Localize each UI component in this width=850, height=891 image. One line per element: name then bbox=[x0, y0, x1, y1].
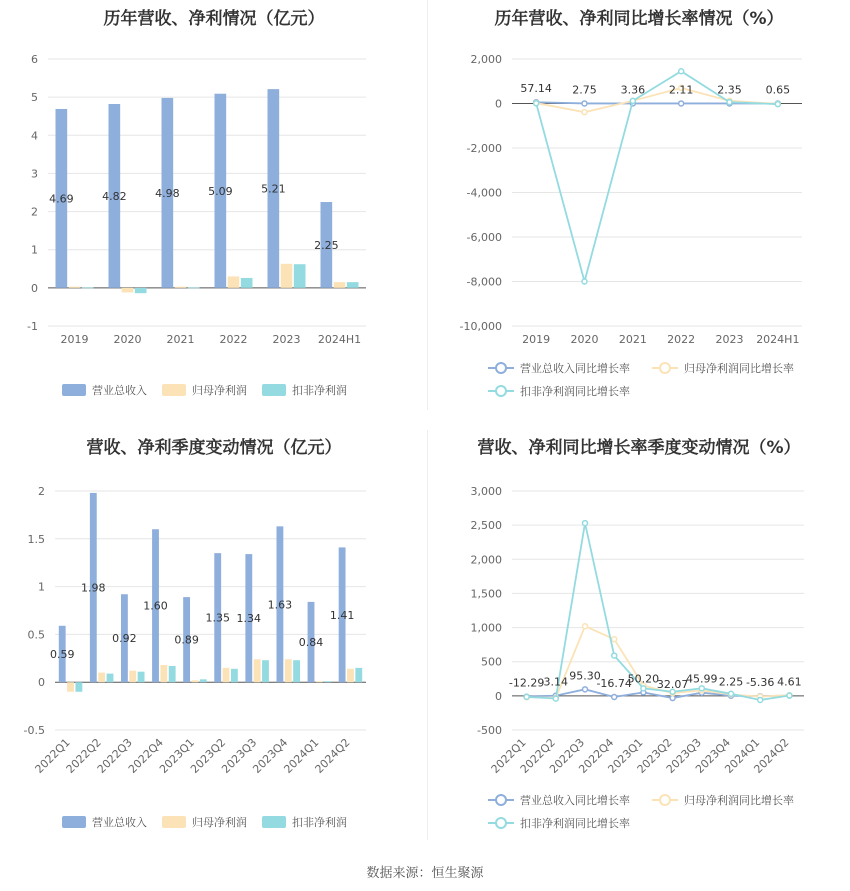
y-tick-label: 500 bbox=[481, 655, 502, 669]
legend-swatch bbox=[262, 816, 286, 828]
x-tick-label: 2023Q1 bbox=[157, 735, 198, 776]
data-label: 95.30 bbox=[569, 669, 601, 683]
x-tick-label: 2022 bbox=[219, 333, 248, 346]
y-tick-label: 1,500 bbox=[470, 587, 502, 601]
chart-title: 营收、净利季度变动情况（亿元） bbox=[86, 438, 342, 458]
y-tick-label: 0 bbox=[38, 676, 45, 690]
legend-label: 归母净利润 bbox=[192, 816, 247, 829]
data-label: 5.09 bbox=[208, 184, 233, 198]
bar bbox=[347, 282, 359, 288]
chart-title: 历年营收、净利情况（亿元） bbox=[103, 9, 325, 29]
series-point bbox=[641, 686, 646, 691]
x-tick-label: 2023Q3 bbox=[663, 735, 704, 776]
bar bbox=[316, 681, 323, 682]
bar bbox=[254, 659, 261, 682]
bar bbox=[82, 287, 94, 288]
series-point bbox=[583, 624, 588, 629]
y-tick-label: -1 bbox=[27, 320, 38, 333]
data-label: 1.98 bbox=[81, 581, 106, 595]
y-tick-label: 1,000 bbox=[470, 621, 502, 635]
y-tick-label: -10,000 bbox=[459, 320, 502, 333]
y-tick-label: 3,000 bbox=[470, 485, 502, 498]
x-tick-label: 2024Q1 bbox=[281, 735, 322, 776]
data-label: 4.98 bbox=[155, 186, 180, 200]
series-point bbox=[679, 69, 684, 74]
x-tick-label: 2022Q3 bbox=[547, 735, 588, 776]
series-point bbox=[612, 653, 617, 658]
y-tick-label: -2,000 bbox=[466, 142, 502, 155]
data-label: 4.69 bbox=[49, 192, 74, 206]
bar bbox=[293, 660, 300, 682]
bar bbox=[135, 288, 147, 293]
series-point bbox=[612, 637, 617, 642]
y-tick-label: -8,000 bbox=[466, 275, 502, 289]
series-point bbox=[758, 697, 763, 702]
x-tick-label: 2023Q4 bbox=[250, 735, 291, 776]
y-tick-label: 4 bbox=[31, 129, 38, 143]
x-tick-label: 2020 bbox=[113, 333, 142, 346]
legend-label: 扣非净利润同比增长率 bbox=[520, 385, 630, 398]
legend-swatch bbox=[62, 816, 86, 828]
legend-label: 归母净利润 bbox=[192, 384, 247, 397]
y-tick-label: 1.5 bbox=[27, 532, 45, 546]
legend-label: 营业总收入 bbox=[92, 816, 147, 829]
x-tick-label: 2022Q1 bbox=[32, 735, 73, 776]
x-tick-label: 2021 bbox=[618, 333, 647, 346]
y-tick-label: 0 bbox=[495, 97, 502, 111]
bar bbox=[69, 287, 81, 288]
legend-marker bbox=[660, 795, 670, 805]
bar bbox=[324, 681, 331, 682]
series-point bbox=[775, 102, 780, 107]
chart-svg bbox=[428, 425, 850, 845]
x-tick-label: 2023Q2 bbox=[634, 735, 675, 776]
data-label: 5.21 bbox=[261, 182, 286, 196]
legend-swatch bbox=[162, 384, 186, 396]
data-label: 1.35 bbox=[205, 611, 230, 625]
x-tick-label: 2021 bbox=[166, 333, 195, 346]
series-point bbox=[679, 101, 684, 106]
legend-label: 扣非净利润同比增长率 bbox=[520, 817, 630, 830]
data-label: -12.29 bbox=[508, 676, 545, 690]
legend-label: 归母净利润同比增长率 bbox=[684, 794, 794, 807]
data-label: 1.41 bbox=[329, 608, 355, 622]
series-point bbox=[583, 687, 588, 692]
data-label: 4.82 bbox=[102, 189, 127, 203]
x-tick-label: 2019 bbox=[522, 333, 551, 346]
y-tick-label: 2 bbox=[38, 485, 45, 498]
annual-growth-rate-chart bbox=[428, 0, 850, 420]
data-label: 0.59 bbox=[49, 647, 75, 661]
data-label: 3.36 bbox=[620, 83, 646, 97]
legend-label: 归母净利润同比增长率 bbox=[684, 362, 794, 375]
legend-swatch bbox=[62, 384, 86, 396]
x-tick-label: 2019 bbox=[60, 333, 89, 346]
bar bbox=[160, 665, 167, 682]
data-label: 45.99 bbox=[686, 672, 718, 686]
bar bbox=[231, 669, 238, 682]
y-tick-label: 0.5 bbox=[27, 628, 45, 642]
data-label: 1.34 bbox=[236, 612, 262, 626]
chart-svg bbox=[0, 425, 428, 845]
y-tick-label: 6 bbox=[31, 53, 38, 66]
series-point bbox=[582, 279, 587, 284]
bar bbox=[281, 264, 293, 288]
x-tick-label: 2023 bbox=[715, 333, 744, 346]
bar bbox=[223, 668, 230, 682]
x-tick-label: 2024Q1 bbox=[722, 735, 763, 776]
data-label: 1.63 bbox=[267, 598, 293, 612]
bar bbox=[129, 671, 136, 682]
bar bbox=[262, 660, 269, 682]
y-tick-label: 1 bbox=[38, 580, 45, 594]
y-tick-label: -0.5 bbox=[23, 724, 45, 737]
bar bbox=[75, 682, 82, 692]
x-tick-label: 2022Q2 bbox=[517, 735, 558, 776]
bar bbox=[355, 668, 362, 682]
bar bbox=[98, 673, 105, 683]
x-tick-label: 2023 bbox=[272, 333, 301, 346]
bar bbox=[122, 288, 134, 293]
y-tick-label: 3 bbox=[31, 167, 38, 181]
x-tick-label: 2023Q4 bbox=[693, 735, 734, 776]
x-tick-label: 2023Q2 bbox=[188, 735, 229, 776]
x-tick-label: 2024Q2 bbox=[751, 735, 792, 776]
x-tick-label: 2024H1 bbox=[317, 333, 362, 346]
data-label: 0.65 bbox=[765, 83, 791, 97]
data-label: 4.61 bbox=[777, 675, 802, 689]
data-label: 0.89 bbox=[174, 633, 199, 647]
bar bbox=[67, 682, 74, 692]
x-tick-label: 2022Q2 bbox=[63, 735, 104, 776]
legend-label: 扣非净利润 bbox=[292, 384, 347, 397]
legend-label: 扣非净利润 bbox=[292, 816, 347, 829]
x-tick-label: 2024H1 bbox=[756, 333, 800, 346]
legend-label: 营业总收入同比增长率 bbox=[520, 794, 630, 807]
bar bbox=[285, 659, 292, 682]
series-point bbox=[524, 694, 529, 699]
data-label: 0.84 bbox=[298, 636, 324, 650]
data-label: 2.11 bbox=[668, 83, 694, 97]
bar bbox=[175, 287, 187, 288]
series-point bbox=[583, 521, 588, 526]
legend-label: 营业总收入 bbox=[92, 384, 147, 397]
bar bbox=[294, 264, 306, 288]
y-tick-label: 2,000 bbox=[470, 53, 502, 66]
x-tick-label: 2024Q2 bbox=[312, 735, 353, 776]
bar bbox=[107, 674, 114, 683]
bar bbox=[188, 287, 200, 288]
series-point bbox=[699, 686, 704, 691]
x-tick-label: 2022Q3 bbox=[94, 735, 135, 776]
data-label: 50.20 bbox=[627, 672, 660, 686]
data-label: -5.36 bbox=[745, 676, 775, 690]
data-source-note: 数据来源：恒生聚源 bbox=[366, 866, 484, 881]
chart-svg bbox=[0, 0, 428, 420]
series-point bbox=[727, 100, 732, 105]
series-point bbox=[534, 101, 539, 106]
series-point bbox=[630, 98, 635, 103]
data-label: 32.07 bbox=[656, 678, 689, 692]
chart-svg bbox=[428, 0, 850, 420]
series-point bbox=[729, 691, 734, 696]
y-tick-label: -4,000 bbox=[466, 186, 502, 200]
y-tick-label: 2 bbox=[31, 205, 38, 219]
data-label: 3.14 bbox=[543, 675, 569, 689]
x-tick-label: 2022 bbox=[667, 333, 696, 346]
bar bbox=[192, 680, 199, 682]
data-label: 2.75 bbox=[572, 83, 597, 97]
series-point bbox=[582, 101, 587, 106]
data-label: 2.25 bbox=[718, 675, 744, 689]
bar bbox=[228, 276, 240, 287]
series-point bbox=[553, 696, 558, 701]
legend-swatch bbox=[262, 384, 286, 396]
x-tick-label: 2022Q4 bbox=[576, 735, 617, 776]
y-tick-label: 1 bbox=[31, 243, 38, 257]
data-label: 2.25 bbox=[314, 238, 339, 252]
bar bbox=[200, 679, 207, 682]
legend-marker bbox=[496, 818, 506, 828]
y-tick-label: -500 bbox=[477, 724, 502, 737]
x-tick-label: 2022Q4 bbox=[125, 735, 166, 776]
bar bbox=[241, 278, 253, 288]
data-label: 0.92 bbox=[112, 632, 137, 646]
annual-revenue-profit-chart bbox=[0, 0, 428, 420]
y-tick-label: 0 bbox=[31, 281, 38, 295]
legend-marker bbox=[496, 386, 506, 396]
x-tick-label: 2023Q1 bbox=[605, 735, 646, 776]
x-tick-label: 2022Q1 bbox=[488, 735, 529, 776]
data-label: 2.35 bbox=[717, 83, 742, 97]
legend-marker bbox=[496, 363, 506, 373]
quarterly-revenue-profit-chart bbox=[0, 425, 428, 845]
chart-title: 历年营收、净利同比增长率情况（%） bbox=[494, 9, 784, 29]
series-point bbox=[787, 693, 792, 698]
legend-label: 营业总收入同比增长率 bbox=[520, 362, 630, 375]
y-tick-label: 0 bbox=[495, 689, 502, 703]
quarterly-growth-rate-chart bbox=[428, 425, 850, 845]
data-label: -16.74 bbox=[596, 677, 632, 691]
bar bbox=[138, 672, 145, 683]
x-tick-label: 2020 bbox=[570, 333, 599, 346]
chart-title: 营收、净利同比增长率季度变动情况（%） bbox=[477, 438, 801, 458]
bar bbox=[347, 669, 354, 682]
series-point bbox=[582, 110, 587, 115]
legend-swatch bbox=[162, 816, 186, 828]
y-tick-label: 2,500 bbox=[470, 519, 502, 533]
bar bbox=[334, 282, 346, 288]
legend-marker bbox=[496, 795, 506, 805]
y-tick-label: -6,000 bbox=[466, 231, 502, 244]
bar bbox=[169, 666, 176, 682]
y-tick-label: 2,000 bbox=[470, 553, 502, 567]
x-tick-label: 2023Q3 bbox=[219, 735, 260, 776]
data-label: 1.60 bbox=[143, 599, 168, 613]
data-label: 57.14 bbox=[520, 82, 552, 96]
y-tick-label: 5 bbox=[31, 91, 38, 105]
legend-marker bbox=[660, 363, 670, 373]
series-point bbox=[612, 695, 617, 700]
